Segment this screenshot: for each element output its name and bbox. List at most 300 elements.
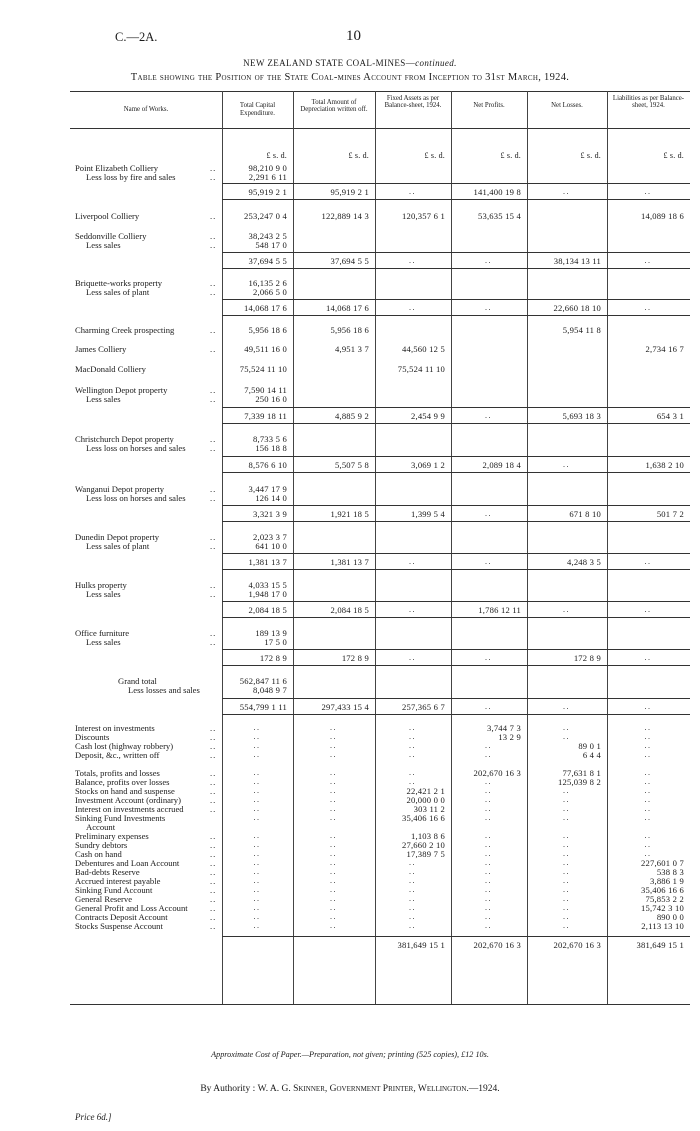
empty-cell-dots: ..	[563, 858, 570, 867]
leader-dots: ..	[210, 921, 217, 931]
cell-capital: 1,381 13 7	[248, 557, 287, 567]
row-label: Balance, profits over losses	[75, 777, 170, 787]
cell-liabilities: 75,853 2 2	[645, 894, 684, 904]
empty-cell-dots: ..	[253, 867, 261, 876]
column-rule	[375, 91, 376, 1004]
header-bottom-rule	[70, 128, 690, 129]
empty-cell-dots: ..	[644, 303, 652, 312]
empty-cell-dots: ..	[253, 795, 261, 804]
empty-cell-dots: ..	[563, 903, 570, 912]
cell-capital: 98,210 9 0	[248, 163, 287, 173]
subtotal-rule-bottom	[222, 315, 690, 316]
empty-cell-dots: ..	[330, 885, 337, 894]
empty-cell-dots: ..	[485, 831, 492, 840]
leader-dots: ..	[210, 163, 217, 173]
row-label: Deposit, &c., written off	[75, 750, 160, 760]
leader-dots: ..	[210, 344, 217, 354]
empty-cell-dots: ..	[644, 702, 652, 711]
cell-capital: 7,339 18 11	[244, 411, 287, 421]
empty-cell-dots: ..	[563, 813, 570, 822]
cell-profits: 2,089 18 4	[482, 460, 521, 470]
cell-capital: 8,576 6 10	[248, 460, 287, 470]
empty-cell-dots: ..	[330, 867, 337, 876]
cell-liabilities: 654 3 1	[656, 411, 684, 421]
cell-losses: 5,954 11 8	[562, 325, 601, 335]
empty-cell-dots: ..	[330, 741, 337, 750]
row-label: Briquette-works property	[75, 278, 163, 288]
empty-cell-dots: ..	[644, 777, 652, 786]
empty-cell-dots: ..	[253, 885, 261, 894]
subtotal-rule	[222, 601, 690, 602]
cell-capital: 7,590 14 11	[244, 385, 287, 395]
empty-cell-dots: ..	[485, 840, 492, 849]
empty-cell-dots: ..	[409, 768, 416, 777]
empty-cell-dots: ..	[253, 858, 261, 867]
leader-dots: ..	[210, 732, 217, 742]
cell-fixed: 75,524 11 10	[397, 364, 445, 374]
cell-fixed: 20,000 0 0	[406, 795, 445, 805]
empty-cell-dots: ..	[644, 723, 652, 732]
empty-cell-dots: ..	[644, 786, 652, 795]
cell-profits: 202,670 16 3	[473, 940, 521, 950]
row-label: Less loss on horses and sales	[86, 443, 186, 453]
leader-dots: ..	[210, 211, 217, 221]
empty-cell-dots: ..	[409, 605, 416, 614]
leader-dots: ..	[210, 287, 217, 297]
cell-losses: 125,039 8 2	[557, 777, 601, 787]
cell-capital: 172 8 9	[259, 653, 287, 663]
cell-capital: 8,048 9 7	[252, 685, 287, 695]
empty-cell-dots: ..	[253, 903, 261, 912]
empty-cell-dots: ..	[253, 876, 261, 885]
subtotal-rule	[222, 649, 690, 650]
row-label: Sinking Fund Account	[75, 885, 153, 895]
empty-cell-dots: ..	[563, 795, 570, 804]
cost-footnote	[0, 1050, 700, 1059]
row-label: MacDonald Colliery	[75, 364, 146, 374]
leader-dots: ..	[210, 777, 217, 787]
subtotal-rule-bottom	[222, 665, 690, 666]
subtotal-rule	[222, 407, 690, 408]
cell-losses: 38,134 13 11	[553, 256, 601, 266]
empty-cell-dots: ..	[409, 921, 416, 930]
row-label: Less loss by fire and sales	[86, 172, 176, 182]
cell-fixed: 257,365 6 7	[401, 702, 445, 712]
cell-capital: 75,524 11 10	[239, 364, 287, 374]
cell-capital: 14,068 17 6	[243, 303, 287, 313]
subtotal-rule-bottom	[222, 199, 690, 200]
row-label: Stocks Suspense Account	[75, 921, 163, 931]
empty-cell-dots: ..	[330, 849, 337, 858]
leader-dots: ..	[210, 637, 217, 647]
row-label: Totals, profits and losses	[75, 768, 160, 778]
empty-cell-dots: ..	[253, 741, 261, 750]
empty-cell-dots: ..	[330, 795, 337, 804]
cell-liabilities: 2,113 13 10	[641, 921, 684, 931]
empty-cell-dots: ..	[563, 876, 570, 885]
empty-cell-dots: ..	[409, 867, 416, 876]
cell-losses: 5,693 18 3	[562, 411, 601, 421]
leader-dots: ..	[210, 240, 217, 250]
cell-depreciation: 2,084 18 5	[330, 605, 369, 615]
row-label: Less sales	[86, 589, 121, 599]
cell-depreciation: 1,381 13 7	[330, 557, 369, 567]
cell-profits: 13 2 9	[498, 732, 521, 742]
empty-cell-dots: ..	[330, 804, 337, 813]
cell-capital: 2,084 18 5	[248, 605, 287, 615]
empty-cell-dots: ..	[563, 605, 570, 614]
cell-fixed: 22,421 2 1	[406, 786, 445, 796]
cell-capital: 2,291 6 11	[248, 172, 287, 182]
subtotal-rule-bottom	[222, 569, 690, 570]
leader-dots: ..	[210, 394, 217, 404]
row-label: Wanganui Depot property	[75, 484, 165, 494]
empty-cell-dots: ..	[485, 903, 492, 912]
empty-cell-dots: ..	[485, 509, 492, 518]
empty-cell-dots: ..	[409, 885, 416, 894]
cell-capital: 562,847 11 6	[239, 676, 287, 686]
cell-depreciation: 95,919 2 1	[330, 187, 369, 197]
cell-depreciation: 297,433 15 4	[321, 702, 369, 712]
empty-cell-dots: ..	[253, 831, 261, 840]
empty-cell-dots: ..	[330, 777, 337, 786]
cell-capital: 37,694 5 5	[248, 256, 287, 266]
empty-cell-dots: ..	[485, 653, 492, 662]
row-label: General Profit and Loss Account	[75, 903, 188, 913]
empty-cell-dots: ..	[409, 750, 416, 759]
cell-capital: 554,799 1 11	[239, 702, 287, 712]
row-label: Sinking Fund Investments	[75, 813, 166, 823]
empty-cell-dots: ..	[563, 804, 570, 813]
empty-cell-dots: ..	[253, 768, 261, 777]
cell-depreciation: 172 8 9	[341, 653, 369, 663]
row-label: Christchurch Depot property	[75, 434, 174, 444]
empty-cell-dots: ..	[485, 256, 492, 265]
cell-fixed: 303 11 2	[413, 804, 445, 814]
subtotal-rule-bottom	[222, 714, 690, 715]
subtotal-rule-bottom	[222, 521, 690, 522]
leader-dots: ..	[210, 750, 217, 760]
row-label: Interest on investments	[75, 723, 155, 733]
column-header-liabilities: Liabilities as per Balance-sheet, 1924.	[612, 94, 685, 110]
leader-dots: ..	[210, 867, 217, 877]
empty-cell-dots: ..	[485, 557, 492, 566]
cell-losses: 4,248 3 5	[566, 557, 601, 567]
empty-cell-dots: ..	[330, 750, 337, 759]
row-label: Preliminary expenses	[75, 831, 149, 841]
cell-losses: 22,660 18 10	[553, 303, 601, 313]
empty-cell-dots: ..	[485, 876, 492, 885]
leader-dots: ..	[210, 484, 217, 494]
leader-dots: ..	[210, 589, 217, 599]
authority-prefix: By Authority :	[200, 1084, 256, 1094]
leader-dots: ..	[210, 876, 217, 886]
leader-dots: ..	[210, 541, 217, 551]
table-bottom-rule	[70, 1004, 690, 1005]
cell-depreciation: 4,885 9 2	[334, 411, 369, 421]
cell-capital: 8,733 5 6	[252, 434, 287, 444]
cell-depreciation: 37,694 5 5	[330, 256, 369, 266]
cell-liabilities: 501 7 2	[656, 509, 684, 519]
leader-dots: ..	[210, 434, 217, 444]
empty-cell-dots: ..	[409, 777, 416, 786]
empty-cell-dots: ..	[644, 849, 652, 858]
row-label: Charming Creek prospecting	[75, 325, 175, 335]
unit-header: £ s. d.	[580, 151, 601, 160]
cell-fixed: 35,406 16 6	[401, 813, 445, 823]
empty-cell-dots: ..	[644, 557, 652, 566]
empty-cell-dots: ..	[485, 777, 492, 786]
leader-dots: ..	[210, 278, 217, 288]
empty-cell-dots: ..	[644, 750, 652, 759]
empty-cell-dots: ..	[563, 885, 570, 894]
cell-capital: 95,919 2 1	[248, 187, 287, 197]
cell-capital: 3,447 17 9	[248, 484, 287, 494]
empty-cell-dots: ..	[485, 921, 492, 930]
row-label: Cash lost (highway robbery)	[75, 741, 174, 751]
row-label: General Reserve	[75, 894, 133, 904]
leader-dots: ..	[210, 840, 217, 850]
empty-cell-dots: ..	[485, 741, 492, 750]
empty-cell-dots: ..	[330, 840, 337, 849]
cell-liabilities: 227,601 0 7	[640, 858, 684, 868]
row-label: Point Elizabeth Colliery	[75, 163, 159, 173]
empty-cell-dots: ..	[253, 894, 261, 903]
empty-cell-dots: ..	[409, 903, 416, 912]
empty-cell-dots: ..	[409, 723, 416, 732]
cell-losses: 671 8 10	[569, 509, 601, 519]
empty-cell-dots: ..	[330, 831, 337, 840]
cell-capital: 2,023 3 7	[252, 532, 287, 542]
empty-cell-dots: ..	[485, 867, 492, 876]
empty-cell-dots: ..	[253, 732, 261, 741]
cell-losses: 77,631 8 1	[562, 768, 601, 778]
empty-cell-dots: ..	[485, 804, 492, 813]
column-header-capital: Total Capital Expenditure.	[239, 102, 276, 117]
column-header-net-profits: Net Profits.	[473, 102, 505, 110]
cell-capital: 548 17 0	[255, 240, 287, 250]
empty-cell-dots: ..	[485, 303, 492, 312]
row-label: Cash on hand	[75, 849, 122, 859]
cell-capital: 49,511 16 0	[244, 344, 287, 354]
empty-cell-dots: ..	[253, 750, 261, 759]
cell-capital: 126 14 0	[255, 493, 287, 503]
empty-cell-dots: ..	[253, 912, 261, 921]
empty-cell-dots: ..	[644, 840, 652, 849]
cell-profits: 3,744 7 3	[486, 723, 521, 733]
empty-cell-dots: ..	[485, 885, 492, 894]
empty-cell-dots: ..	[644, 653, 652, 662]
leader-dots: ..	[210, 172, 217, 182]
cell-liabilities: 2,734 16 7	[645, 344, 684, 354]
empty-cell-dots: ..	[563, 187, 570, 196]
empty-cell-dots: ..	[644, 187, 652, 196]
row-label: James Colliery	[75, 344, 127, 354]
empty-cell-dots: ..	[485, 786, 492, 795]
empty-cell-dots: ..	[253, 804, 261, 813]
cell-capital: 253,247 0 4	[243, 211, 287, 221]
cell-capital: 1,948 17 0	[248, 589, 287, 599]
cell-capital: 189 13 9	[255, 628, 287, 638]
leader-dots: ..	[210, 858, 217, 868]
empty-cell-dots: ..	[485, 411, 492, 420]
empty-cell-dots: ..	[253, 921, 261, 930]
empty-cell-dots: ..	[485, 894, 492, 903]
cell-capital: 16,135 2 6	[248, 278, 287, 288]
leader-dots: ..	[210, 894, 217, 904]
leader-dots: ..	[210, 443, 217, 453]
cell-fixed: 120,357 6 1	[401, 211, 445, 221]
row-label: Less loss on horses and sales	[86, 493, 186, 503]
leader-dots: ..	[210, 795, 217, 805]
empty-cell-dots: ..	[563, 460, 570, 469]
empty-cell-dots: ..	[409, 653, 416, 662]
column-header-fixed-assets: Fixed Assets as per Balance-sheet, 1924.	[384, 94, 442, 110]
document-title	[0, 58, 700, 68]
page-code: C.—2A.	[115, 30, 158, 44]
cell-depreciation: 5,507 5 8	[334, 460, 369, 470]
column-rule	[293, 91, 294, 1004]
empty-cell-dots: ..	[330, 894, 337, 903]
cell-fixed: 1,399 5 4	[410, 509, 445, 519]
empty-cell-dots: ..	[409, 256, 416, 265]
leader-dots: ..	[210, 885, 217, 895]
unit-header: £ s. d.	[663, 151, 684, 160]
subtotal-rule-bottom	[222, 268, 690, 269]
empty-cell-dots: ..	[563, 921, 570, 930]
row-label: Stocks on hand and suspense	[75, 786, 175, 796]
empty-cell-dots: ..	[563, 723, 570, 732]
empty-cell-dots: ..	[253, 777, 261, 786]
subtotal-rule	[222, 252, 690, 253]
row-label: Less sales	[86, 637, 121, 647]
empty-cell-dots: ..	[253, 786, 261, 795]
empty-cell-dots: ..	[409, 912, 416, 921]
empty-cell-dots: ..	[330, 903, 337, 912]
leader-dots: ..	[210, 903, 217, 913]
leader-dots: ..	[210, 493, 217, 503]
empty-cell-dots: ..	[644, 741, 652, 750]
column-rule	[527, 91, 528, 1004]
empty-cell-dots: ..	[644, 732, 652, 741]
cell-liabilities: 538 8 3	[656, 867, 684, 877]
empty-cell-dots: ..	[563, 732, 570, 741]
cell-fixed: 17,389 7 5	[406, 849, 445, 859]
row-label: Less sales of plant	[86, 287, 150, 297]
leader-dots: ..	[210, 741, 217, 751]
empty-cell-dots: ..	[485, 849, 492, 858]
leader-dots: ..	[210, 231, 217, 241]
empty-cell-dots: ..	[563, 831, 570, 840]
row-label: Hulks property	[75, 580, 127, 590]
empty-cell-dots: ..	[644, 256, 652, 265]
empty-cell-dots: ..	[563, 840, 570, 849]
leader-dots: ..	[210, 580, 217, 590]
table-title: Table showing the Position of the State Coal-mines Account from Inception to 31st March, 1924.	[130, 72, 570, 83]
empty-cell-dots: ..	[563, 702, 570, 711]
coal-mines-table	[70, 91, 690, 1006]
empty-cell-dots: ..	[563, 912, 570, 921]
empty-cell-dots: ..	[409, 876, 416, 885]
empty-cell-dots: ..	[485, 795, 492, 804]
cell-capital: 4,033 15 5	[248, 580, 287, 590]
cell-capital: 2,066 5 0	[252, 287, 287, 297]
row-label: Dunedin Depot property	[75, 532, 160, 542]
cell-depreciation: 122,889 14 3	[321, 211, 369, 221]
empty-cell-dots: ..	[563, 849, 570, 858]
empty-cell-dots: ..	[644, 831, 652, 840]
cell-fixed: 381,649 15 1	[397, 940, 445, 950]
cell-fixed: 2,454 9 9	[410, 411, 445, 421]
cell-fixed: 3,069 1 2	[410, 460, 445, 470]
cost-label: Approximate Cost of Paper.	[211, 1050, 302, 1059]
cell-profits: 141,400 19 8	[473, 187, 521, 197]
leader-dots: ..	[210, 912, 217, 922]
empty-cell-dots: ..	[330, 768, 337, 777]
leader-dots: ..	[210, 532, 217, 542]
cell-losses: 89 0 1	[578, 741, 601, 751]
row-label: Accrued interest payable	[75, 876, 161, 886]
cell-liabilities: 15,742 3 10	[640, 903, 684, 913]
empty-cell-dots: ..	[485, 813, 492, 822]
cost-text: —Preparation, not given; printing (525 copies), £12 10s.	[301, 1050, 489, 1059]
table-top-rule	[70, 91, 690, 92]
empty-cell-dots: ..	[644, 768, 652, 777]
cell-depreciation: 5,956 18 6	[330, 325, 369, 335]
empty-cell-dots: ..	[485, 702, 492, 711]
document-title-continued: continued.	[415, 58, 457, 68]
row-label: Less sales of plant	[86, 541, 150, 551]
empty-cell-dots: ..	[409, 303, 416, 312]
row-label: Investment Account (ordinary)	[75, 795, 181, 805]
empty-cell-dots: ..	[253, 840, 261, 849]
row-label: Wellington Depot property	[75, 385, 168, 395]
empty-cell-dots: ..	[253, 723, 261, 732]
cell-liabilities: 14,089 18 6	[640, 211, 684, 221]
empty-cell-dots: ..	[330, 786, 337, 795]
cell-capital: 38,243 2 5	[248, 231, 287, 241]
empty-cell-dots: ..	[485, 912, 492, 921]
authority-line	[0, 1084, 700, 1094]
row-label: Less sales	[86, 394, 121, 404]
empty-cell-dots: ..	[563, 894, 570, 903]
subtotal-rule	[222, 505, 690, 506]
leader-dots: ..	[210, 804, 217, 814]
document-title-main: NEW ZEALAND STATE COAL-MINES—	[243, 58, 416, 68]
column-header-net-losses: Net Losses.	[551, 102, 583, 110]
cell-depreciation: 1,921 18 5	[330, 509, 369, 519]
empty-cell-dots: ..	[644, 795, 652, 804]
empty-cell-dots: ..	[330, 723, 337, 732]
subtotal-rule	[222, 183, 690, 184]
leader-dots: ..	[210, 786, 217, 796]
empty-cell-dots: ..	[409, 894, 416, 903]
empty-cell-dots: ..	[409, 858, 416, 867]
leader-dots: ..	[210, 831, 217, 841]
empty-cell-dots: ..	[644, 804, 652, 813]
row-label: Seddonville Colliery	[75, 231, 147, 241]
cell-profits: 53,635 15 4	[477, 211, 521, 221]
unit-header: £ s. d.	[348, 151, 369, 160]
subtotal-rule-bottom	[222, 423, 690, 424]
cell-liabilities: 3,886 1 9	[649, 876, 684, 886]
row-label: Contracts Deposit Account	[75, 912, 168, 922]
subtotal-rule	[222, 698, 690, 699]
cell-capital: 5,956 18 6	[248, 325, 287, 335]
cell-losses: 202,670 16 3	[553, 940, 601, 950]
subtotal-rule-bottom	[222, 472, 690, 473]
empty-cell-dots: ..	[409, 732, 416, 741]
